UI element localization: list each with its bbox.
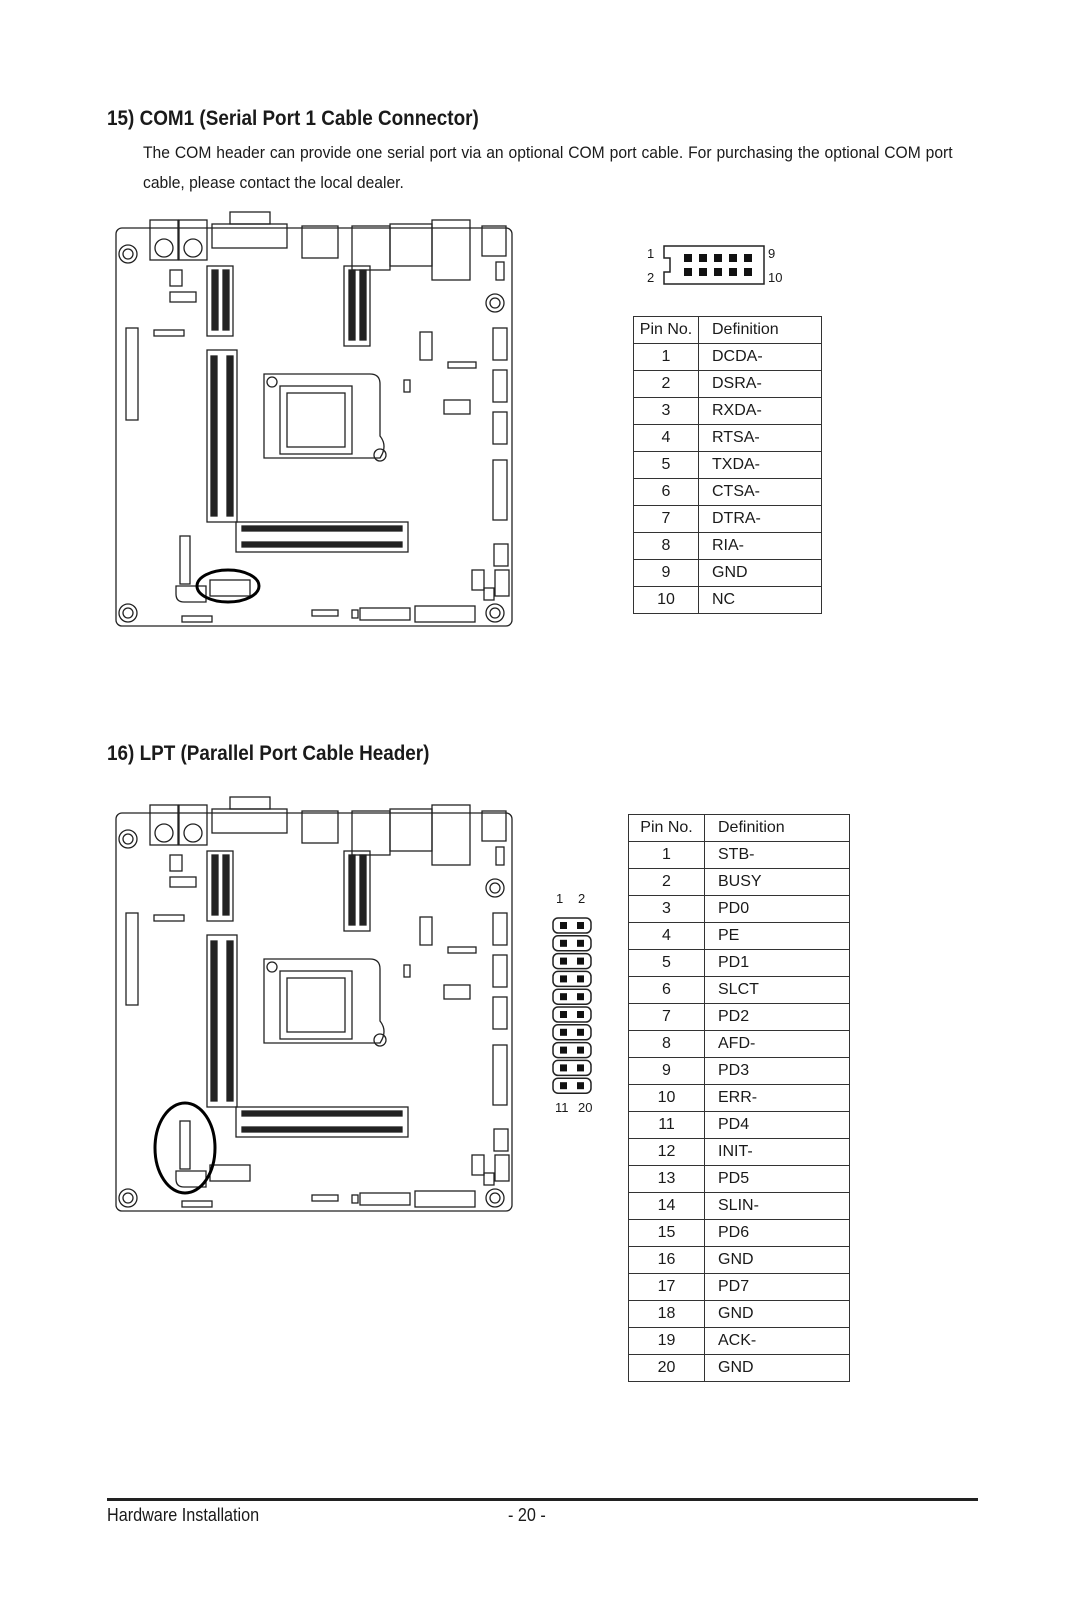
pin-number-cell: 8: [629, 1031, 705, 1058]
pin-definition-cell: RXDA-: [699, 398, 822, 425]
pin-number-cell: 6: [634, 479, 699, 506]
table-row: [629, 1004, 850, 1031]
pin-number-cell: 8: [634, 533, 699, 560]
pin-number-cell: 15: [629, 1220, 705, 1247]
lpt-header-icon: [551, 916, 593, 1098]
table-row: [629, 1301, 850, 1328]
pin-definition-cell: RIA-: [699, 533, 822, 560]
pin-number-cell: 18: [629, 1301, 705, 1328]
table-row: [634, 587, 822, 614]
table-row: [634, 506, 822, 533]
table-row: [634, 425, 822, 452]
pin-definition-cell: PD0: [705, 896, 850, 923]
pin-number-cell: 10: [629, 1085, 705, 1112]
pin-definition-cell: INIT-: [705, 1139, 850, 1166]
pin-number-cell: 5: [629, 950, 705, 977]
pin-definition-cell: PD4: [705, 1112, 850, 1139]
pin-definition-cell: PD6: [705, 1220, 850, 1247]
pin-definition-cell: SLCT: [705, 977, 850, 1004]
pin-definition-cell: GND: [705, 1355, 850, 1382]
pin-number-cell: Pin No.: [634, 317, 699, 344]
table-row: [629, 1220, 850, 1247]
pin-definition-cell: PE: [705, 923, 850, 950]
pin-definition-cell: PD1: [705, 950, 850, 977]
pin-definition-cell: Definition: [699, 317, 822, 344]
table-row: [634, 452, 822, 479]
pin-number-cell: 7: [634, 506, 699, 533]
pin-number-cell: 9: [629, 1058, 705, 1085]
table-header-row: [629, 815, 850, 842]
pin-number-cell: 10: [634, 587, 699, 614]
footer-section-title: Hardware Installation: [107, 1505, 260, 1525]
pin-definition-cell: GND: [699, 560, 822, 587]
pin-number-cell: 7: [629, 1004, 705, 1031]
table-row: [634, 479, 822, 506]
pin-definition-cell: Definition: [705, 815, 850, 842]
pin-number-cell: 5: [634, 452, 699, 479]
table-row: [629, 977, 850, 1004]
footer-page-number: - 20 -: [508, 1505, 546, 1525]
pin-number-cell: 3: [629, 896, 705, 923]
pin-number-cell: 2: [629, 869, 705, 896]
table-row: [629, 869, 850, 896]
com1-pin-table: [633, 316, 822, 614]
table-row: [634, 560, 822, 587]
pin-definition-cell: DSRA-: [699, 371, 822, 398]
pin-number-cell: 13: [629, 1166, 705, 1193]
table-row: [629, 950, 850, 977]
table-row: [629, 842, 850, 869]
pin-number-cell: 12: [629, 1139, 705, 1166]
lpt-pin-label-20: 20: [578, 1100, 593, 1115]
table-header-row: [634, 317, 822, 344]
pin-number-cell: 1: [634, 344, 699, 371]
section-15-heading: 15) COM1 (Serial Port 1 Cable Connector): [107, 107, 479, 130]
lpt-pin-label-2: 2: [578, 891, 586, 906]
com1-header-icon: [662, 244, 766, 286]
com1-pin-label-10: 10: [768, 270, 783, 285]
pin-definition-cell: AFD-: [705, 1031, 850, 1058]
com1-highlight-ellipse: [112, 210, 517, 630]
table-row: [634, 344, 822, 371]
table-row: [634, 533, 822, 560]
pin-number-cell: 4: [634, 425, 699, 452]
pin-number-cell: 20: [629, 1355, 705, 1382]
pin-definition-cell: STB-: [705, 842, 850, 869]
pin-definition-cell: CTSA-: [699, 479, 822, 506]
table-row: [634, 371, 822, 398]
table-row: [629, 1247, 850, 1274]
pin-number-cell: 9: [634, 560, 699, 587]
pin-number-cell: 6: [629, 977, 705, 1004]
table-row: [629, 1166, 850, 1193]
pin-definition-cell: PD7: [705, 1274, 850, 1301]
pin-definition-cell: DTRA-: [699, 506, 822, 533]
table-row: [629, 1274, 850, 1301]
pin-definition-cell: PD5: [705, 1166, 850, 1193]
lpt-highlight-ellipse: [112, 795, 517, 1215]
section-15-description: The COM header can provide one serial port via an optional COM port cable. For purchasing the optional COM port cable, please contact the local dealer.: [143, 143, 953, 192]
pin-number-cell: 11: [629, 1112, 705, 1139]
table-row: [629, 1328, 850, 1355]
pin-definition-cell: TXDA-: [699, 452, 822, 479]
table-row: [634, 398, 822, 425]
footer-divider: [107, 1498, 978, 1501]
table-row: [629, 1193, 850, 1220]
pin-definition-cell: NC: [699, 587, 822, 614]
com1-pin-label-9: 9: [768, 246, 776, 261]
table-row: [629, 1112, 850, 1139]
pin-number-cell: Pin No.: [629, 815, 705, 842]
section-16-heading: 16) LPT (Parallel Port Cable Header): [107, 742, 430, 765]
lpt-pin-label-11: 11: [555, 1100, 569, 1115]
pin-number-cell: 2: [634, 371, 699, 398]
pin-definition-cell: ERR-: [705, 1085, 850, 1112]
com1-pin-label-2: 2: [647, 270, 655, 285]
pin-definition-cell: BUSY: [705, 869, 850, 896]
table-row: [629, 1355, 850, 1382]
table-row: [629, 1085, 850, 1112]
table-row: [629, 1139, 850, 1166]
table-row: [629, 896, 850, 923]
pin-definition-cell: PD2: [705, 1004, 850, 1031]
pin-definition-cell: PD3: [705, 1058, 850, 1085]
com1-pin-label-1: 1: [647, 246, 655, 261]
pin-definition-cell: RTSA-: [699, 425, 822, 452]
pin-definition-cell: SLIN-: [705, 1193, 850, 1220]
pin-definition-cell: DCDA-: [699, 344, 822, 371]
pin-definition-cell: ACK-: [705, 1328, 850, 1355]
pin-number-cell: 3: [634, 398, 699, 425]
pin-number-cell: 17: [629, 1274, 705, 1301]
table-row: [629, 1031, 850, 1058]
pin-number-cell: 16: [629, 1247, 705, 1274]
table-row: [629, 923, 850, 950]
lpt-pin-label-1: 1: [556, 891, 564, 906]
pin-number-cell: 14: [629, 1193, 705, 1220]
pin-number-cell: 4: [629, 923, 705, 950]
pin-number-cell: 1: [629, 842, 705, 869]
table-row: [629, 1058, 850, 1085]
pin-number-cell: 19: [629, 1328, 705, 1355]
pin-definition-cell: GND: [705, 1247, 850, 1274]
pin-definition-cell: GND: [705, 1301, 850, 1328]
lpt-pin-table: [628, 814, 850, 1382]
